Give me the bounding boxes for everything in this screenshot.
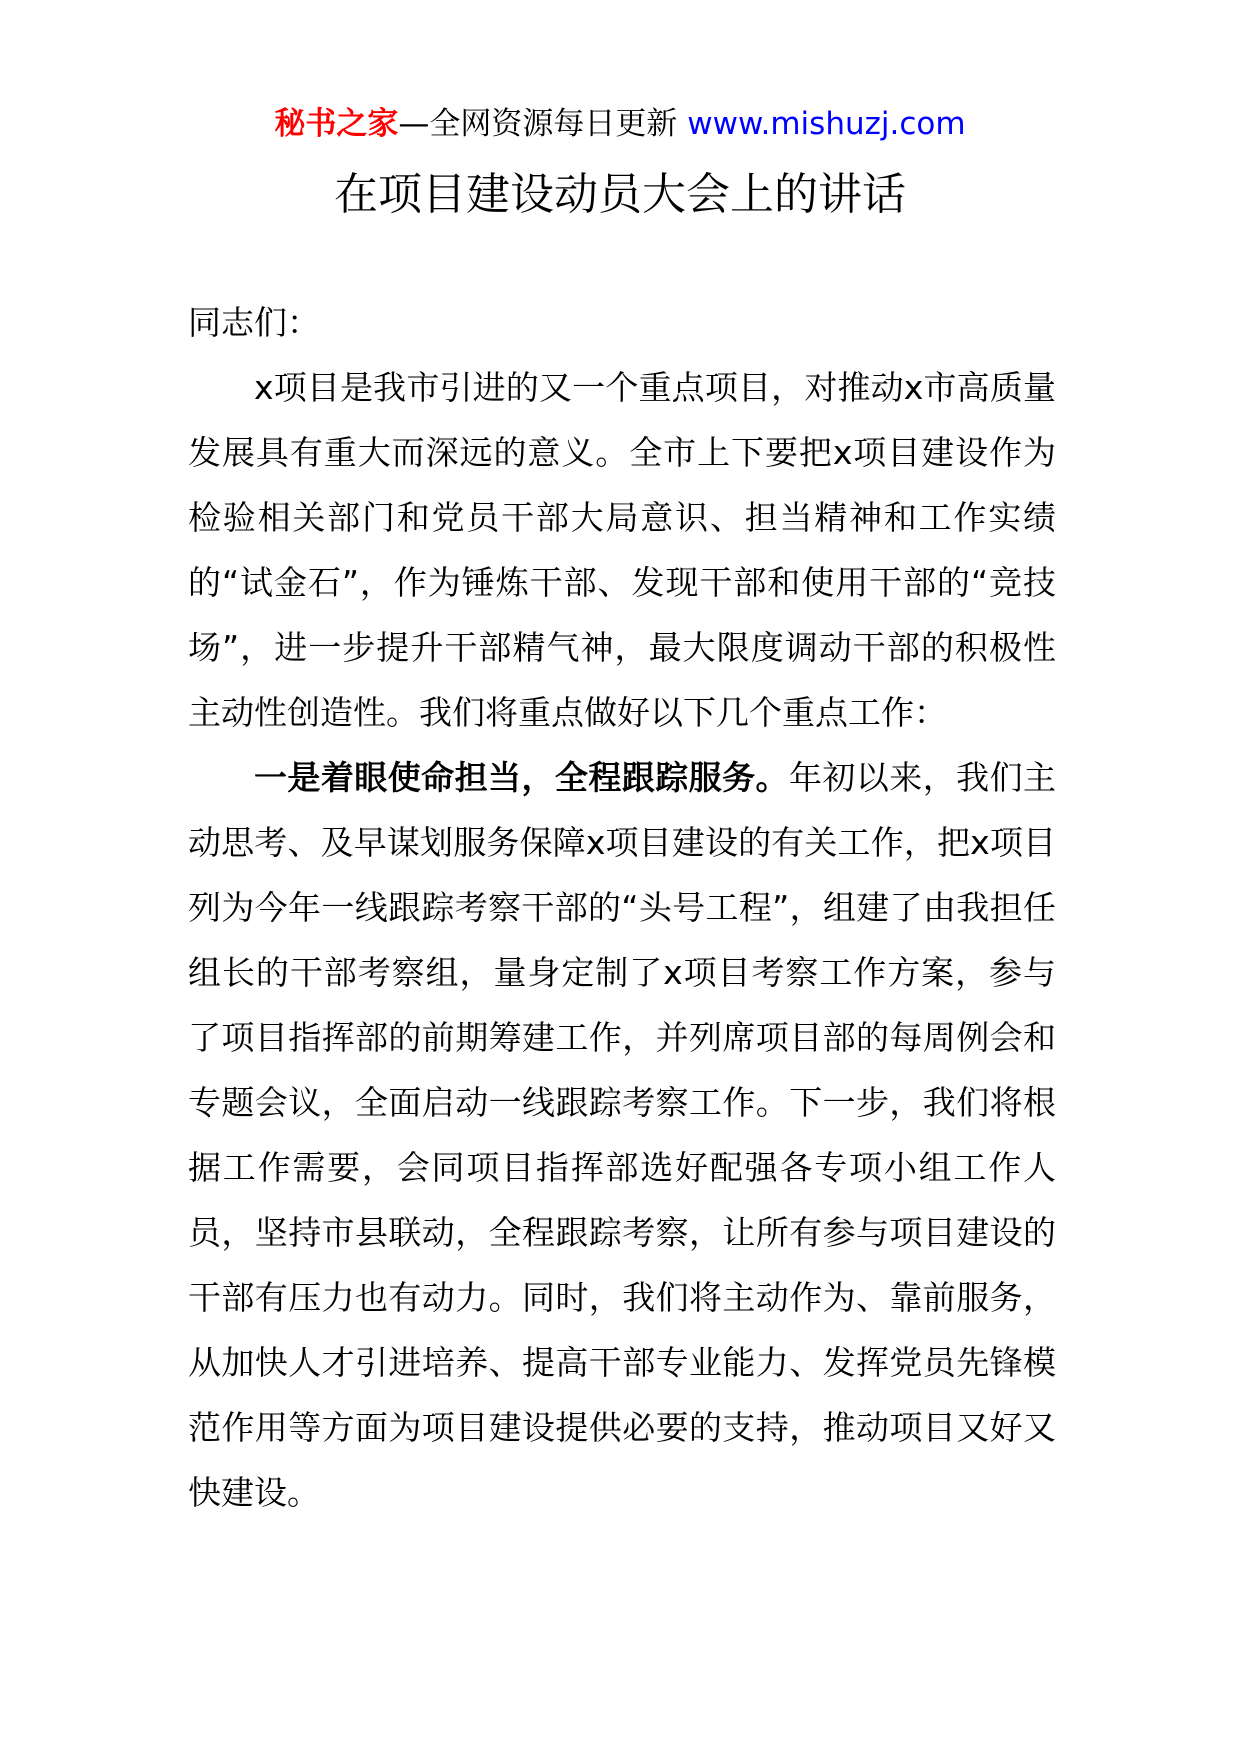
site-brand: 秘书之家	[274, 106, 399, 142]
site-header	[0, 100, 1240, 148]
paragraph-2-body: 年初以来，我们主动思考、及早谋划服务保障x项目建设的有关工作，把x项目列为今年一线跟踪考察干部的“头号工程”，组建了由我担任组长的干部考察组，量身定制了x项目考察工作方案，参与了项目指挥部的前期筹建工作，并列席项目部的每周例会和专题会议，全面启动一线跟踪考察工作。下一步，我们将根据工作需要，会同项目指挥部选好配强各专项小组工作人员，坚持市县联动，全程跟踪考察，让所有参与项目建设的干部有压力也有动力。同时，我们将主动作为、靠前服务，从加快人才引进培养、提高干部专业能力、发挥党员先锋模范作用等方面为项目建设提供必要的支持，推动项目又好又快建设。	[188, 758, 1057, 1512]
paragraph-2-lead: 一是着眼使命担当，全程跟踪服务。	[254, 758, 789, 797]
paragraph-1: x项目是我市引进的又一个重点项目，对推动x市高质量发展具有重大而深远的意义。全市上下要把x项目建设作为检验相关部门和党员干部大局意识、担当精神和工作实绩的“试金石”，作为锤炼干部、发现干部和使用干部的“竞技场”，进一步提升干部精气神，最大限度调动干部的积极性主动性创造性。我们将重点做好以下几个重点工作：	[188, 368, 1056, 732]
site-tagline: —全网资源每日更新	[398, 106, 688, 142]
document-title: 在项目建设动员大会上的讲话	[334, 169, 906, 220]
paragraph-2	[188, 745, 1056, 1525]
document-body	[188, 290, 1056, 1525]
site-url-link[interactable]: www.mishuzj.com	[687, 106, 966, 142]
salutation: 同志们：	[188, 303, 320, 342]
